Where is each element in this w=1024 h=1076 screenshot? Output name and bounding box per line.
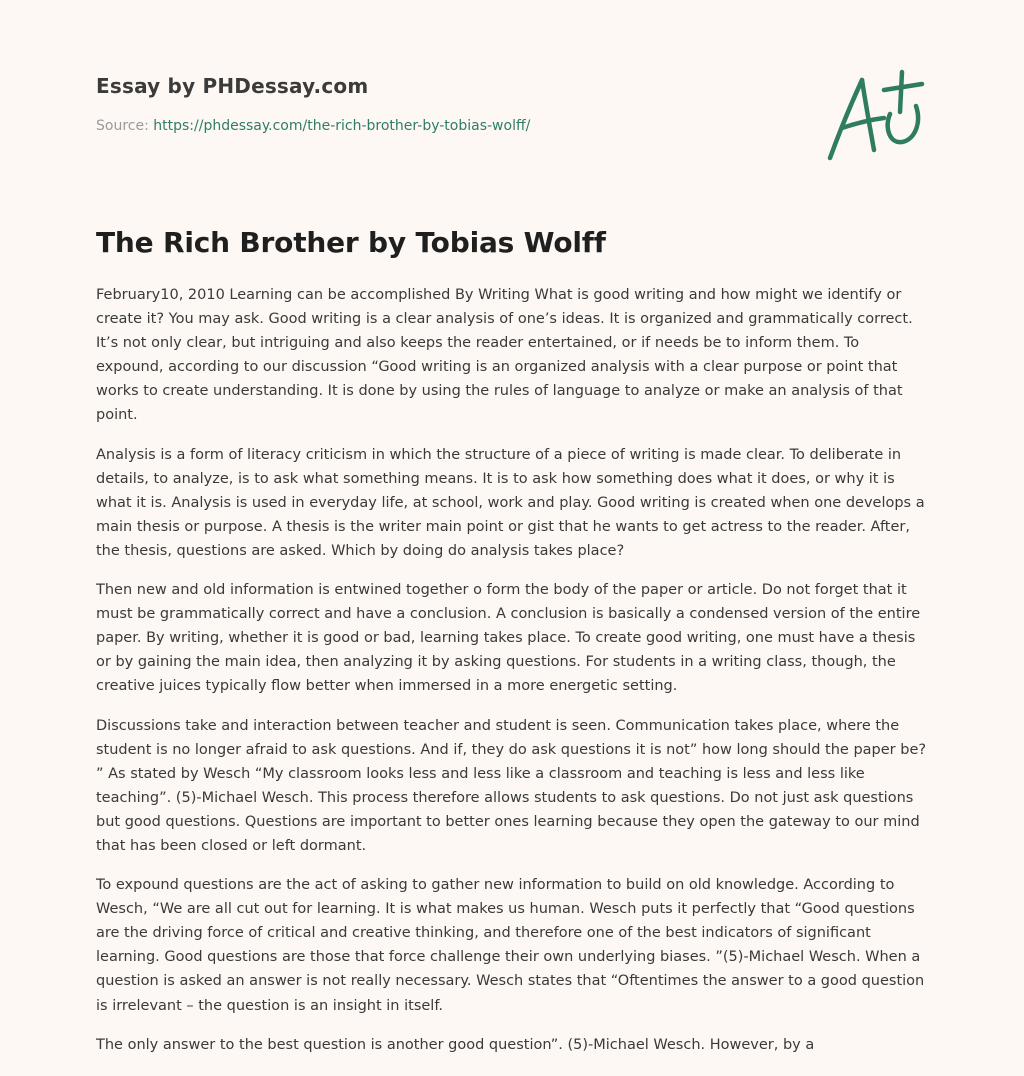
site-title: Essay by PHDessay.com	[96, 74, 369, 98]
page-header	[96, 74, 796, 134]
essay-paragraph: Discussions take and interaction between teacher and student is seen. Communication takes place, where the student is no longer afraid to ask questions. And if, they do ask questions it is not” how long should the paper be? ” As stated by Wesch “My classroom looks less and less like a classroom and teaching is less and less like teaching”. (5)-Michael Wesch. This process therefore allows students to ask questions. Do not just ask questions but good questions. Questions are important to better ones learning because they open the gateway to our mind that has been closed or left dormant.	[96, 717, 927, 854]
essay-title: The Rich Brother by Tobias Wolff	[96, 226, 606, 259]
source-link[interactable]: https://phdessay.com/the-rich-brother-by-tobias-wolff/	[153, 118, 531, 134]
essay-paragraph: To expound questions are the act of asking to gather new information to build on old knowledge. According to Wesch, “We are all cut out for learning. It is what makes us human. Wesch puts it perfectly that “Good questions are the driving force of critical and creative thinking, and therefore one of the best indicators of significant learning. Good questions are those that force challenge their own underlying biases. ”(5)-Michael Wesch. When a question is asked an answer is not really necessary. Wesch states that “Oftentimes the answer to a good question is irrelevant – the question is an insight in itself.	[96, 877, 925, 1014]
source-line	[96, 118, 796, 134]
essay-paragraph: February10, 2010 Learning can be accomplished By Writing What is good writing and how might we identify or create it? You may ask. Good writing is a clear analysis of one’s ideas. It is organized and grammatically correct. It’s not only clear, but intriguing and also keeps the reader entertained, or if needs be to inform them. To expound, according to our discussion “Good writing is an organized analysis with a clear purpose or point that works to create understanding. It is done by using the rules of language to analyze or make an analysis of that point.	[96, 287, 913, 424]
essay-paragraph: The only answer to the best question is another good question”. (5)-Michael Wesch. However, by a	[96, 1036, 815, 1053]
source-label: Source:	[96, 118, 149, 134]
a-plus-logo-icon	[818, 66, 930, 166]
essay-paragraph: Then new and old information is entwined together o form the body of the paper or article. Do not forget that it must be grammatically correct and have a conclusion. A conclusion is basically a condensed version of the entire paper. By writing, whether it is good or bad, learning takes place. To create good writing, one must have a thesis or by gaining the main idea, then analyzing it by asking questions. For students in a writing class, though, the creative juices typically flow better when immersed in a more energetic setting.	[96, 582, 921, 695]
essay-content	[96, 226, 928, 1072]
essay-paragraph: Analysis is a form of literacy criticism in which the structure of a piece of writing is made clear. To deliberate in details, to analyze, is to ask what something means. It is to ask how something does what it does, or why it is what it is. Analysis is used in everyday life, at school, work and play. Good writing is created when one develops a main thesis or purpose. A thesis is the writer main point or gist that he wants to get actress to the reader. After, the thesis, questions are asked. Which by doing do analysis takes place?	[96, 446, 925, 559]
